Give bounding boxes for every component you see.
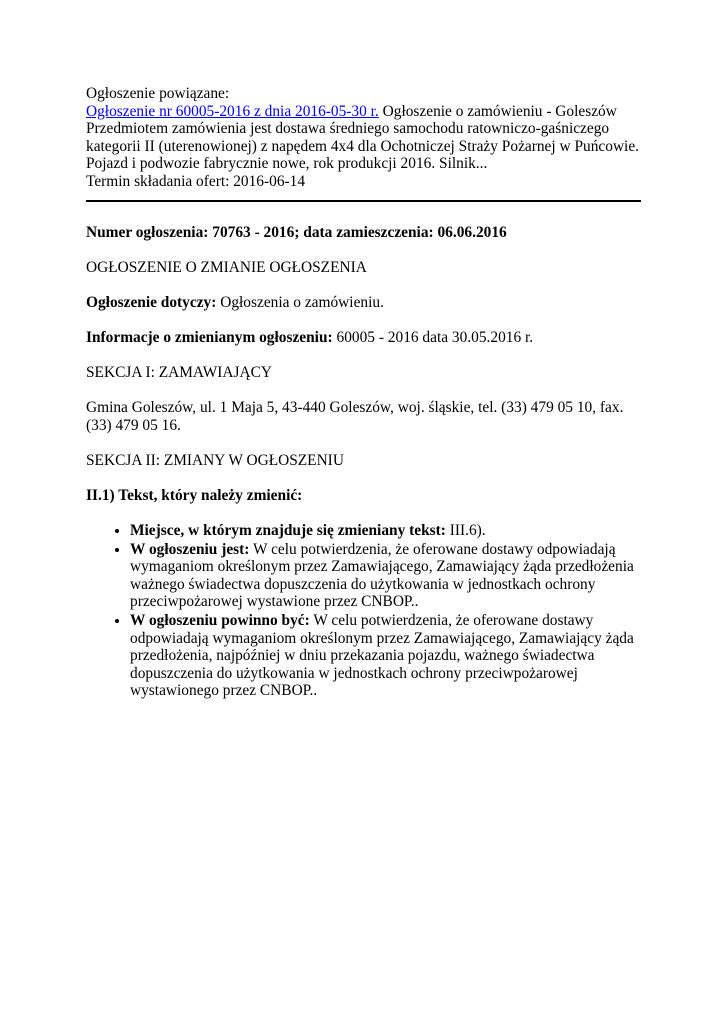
list-item xyxy=(130,612,641,700)
contracting-authority: Gmina Goleszów, ul. 1 Maja 5, 43-440 Goleszów, woj. śląskie, tel. (33) 479 05 10, fax. (33) 479 05 16. xyxy=(86,399,624,434)
section-2-title: SEKCJA II: ZMIANY W OGŁOSZENIU xyxy=(86,452,344,469)
section-2-subtitle: II.1) Tekst, który należy zmienić: xyxy=(86,487,303,504)
current-text-value: W celu potwierdzenia, że oferowane dostawy odpowiadają wymaganiom określonym przez Zamawiającego, Zamawiający żąda przedłożenia ważnego świadectwa dopuszczenia do użytkowania w jednostkach ochrony przeciwpożarowej wystawione przez CNBOP.. xyxy=(130,540,634,611)
changed-notice-info xyxy=(86,329,641,347)
related-notice-link[interactable]: Ogłoszenie nr 60005-2016 z dnia 2016-05-30 r. xyxy=(86,102,379,120)
related-description: Ogłoszenie o zamówieniu - Goleszów Przedmiotem zamówienia jest dostawa średniego samochodu ratowniczo-gaśniczego kategorii II (uterenowionej) z napędem 4x4 dla Ochotniczej Straży Pożarnej w Puńcowie. Pojazd i podwozie fabrycznie nowe, rok produkcji 2016. Silnik... xyxy=(86,102,640,172)
section-1-title: SEKCJA I: ZAMAWIAJĄCY xyxy=(86,364,273,381)
notice-concerns-value: Ogłoszenia o zamówieniu. xyxy=(216,294,384,311)
new-text-value: W celu potwierdzenia, że oferowane dostawy odpowiadają wymaganiom określonym przez Zamawiającego, Zamawiający żąda przedłożenia, najpóźniej w dniu przekazania pojazdu, ważnego świadectwa dopuszczenia do użytkowania w jednostkach ochrony przeciwpożarowej wystawionego przez CNBOP.. xyxy=(130,611,634,700)
notice-number: Numer ogłoszenia: 70763 - 2016; data zamieszczenia: 06.06.2016 xyxy=(86,224,507,241)
changed-notice-info-value: 60005 - 2016 data 30.05.2016 r. xyxy=(332,329,534,346)
changes-list xyxy=(86,522,641,700)
document-page xyxy=(86,85,641,701)
horizontal-divider xyxy=(86,200,641,202)
notice-type: OGŁOSZENIE O ZMIANIE OGŁOSZENIA xyxy=(86,259,367,276)
list-item xyxy=(130,522,641,540)
notice-concerns-label: Ogłoszenie dotyczy: xyxy=(86,294,217,311)
related-notice xyxy=(86,85,641,190)
change-location-label: Miejsce, w którym znajduje się zmieniany tekst: xyxy=(130,522,446,539)
list-item xyxy=(130,541,641,611)
new-text-label: W ogłoszeniu powinno być: xyxy=(130,611,310,629)
current-text-label: W ogłoszeniu jest: xyxy=(130,540,250,558)
change-location-value: III.6). xyxy=(445,522,486,539)
notice-concerns xyxy=(86,294,641,312)
related-heading: Ogłoszenie powiązane: xyxy=(86,85,230,102)
offer-deadline: Termin składania ofert: 2016-06-14 xyxy=(86,172,306,190)
changed-notice-info-label: Informacje o zmienianym ogłoszeniu: xyxy=(86,329,333,346)
related-body xyxy=(86,103,641,173)
